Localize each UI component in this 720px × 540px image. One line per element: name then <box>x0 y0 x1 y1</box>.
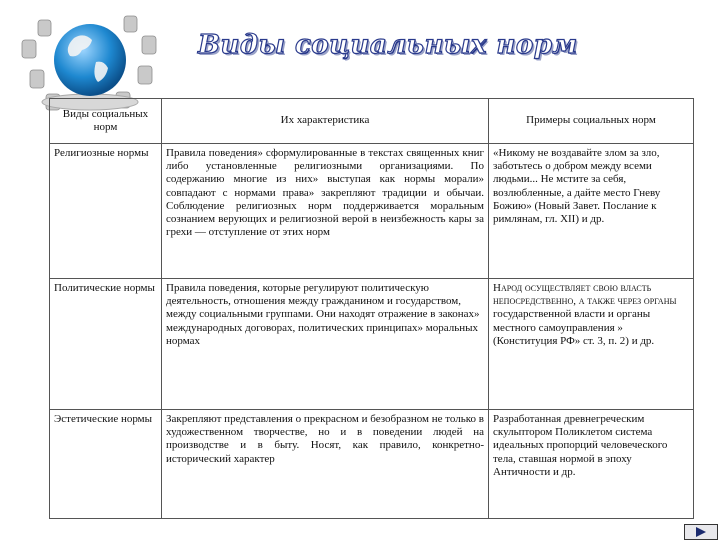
norm-type-cell: Политические нормы <box>50 279 162 410</box>
norm-type-cell: Эстетические нормы <box>50 410 162 519</box>
characteristic-cell: Правила поведения» сформулированные в текстах священных книг либо установленные религиозными организациями. По содержанию многие из них» выступая как нормы морали» совпадают с нормами права» закрепляют традиции и обычаи. Соблюдение религиозных норм поддерживается моральным сознанием верующих и религиозной верой в неизбежность кары за грехи — отступление от этих норм <box>162 144 489 279</box>
example-cell: Разработанная древнегреческим скульптором Поликлетом система идеальных пропорций человеческого тела, ставшая нормой в эпоху Античности и др. <box>489 410 694 519</box>
table-row <box>50 279 694 410</box>
example-cell <box>489 279 694 410</box>
header-characteristics: Их характеристика <box>162 99 489 144</box>
table-row <box>50 410 694 519</box>
characteristic-cell: Правила поведения, которые регулируют политическую деятельность, отношения между гражданином и государством, между социальными группами. Они находят отражение в законах» международных договорах, политических принципах» моральных нормах <box>162 279 489 410</box>
table-header-row <box>50 99 694 144</box>
table-row <box>50 144 694 279</box>
header-norm-types: Виды социальных норм <box>50 99 162 144</box>
page-title: Виды социальных норм <box>198 30 578 60</box>
norm-type-cell: Религиозные нормы <box>50 144 162 279</box>
next-slide-button[interactable] <box>684 524 718 540</box>
characteristic-cell: Закрепляют представления о прекрасном и безобразном не только в художественном творчестве, но и в поведении людей на производстве и в быту. Носят, как правило, конкретно-исторический характер <box>162 410 489 519</box>
next-arrow-icon <box>696 527 706 537</box>
example-cell: «Никому не воздавайте злом за зло, заботьтесь о добром между всеми людьми... Не мстите за себя, возлюбленные, а дайте место Гневу Божию» (Новый Завет. Послание к римлянам, гл. XII) и др. <box>489 144 694 279</box>
header-examples: Примеры социальных норм <box>489 99 694 144</box>
example-text: государственной власти и органы местного самоуправления » (Конституция РФ» ст. 3, п. 2) и др. <box>493 308 655 347</box>
example-caps-text: Народ осуществляет свою власть непосредственно, а также через органы <box>493 282 677 308</box>
social-norms-table <box>49 98 694 519</box>
